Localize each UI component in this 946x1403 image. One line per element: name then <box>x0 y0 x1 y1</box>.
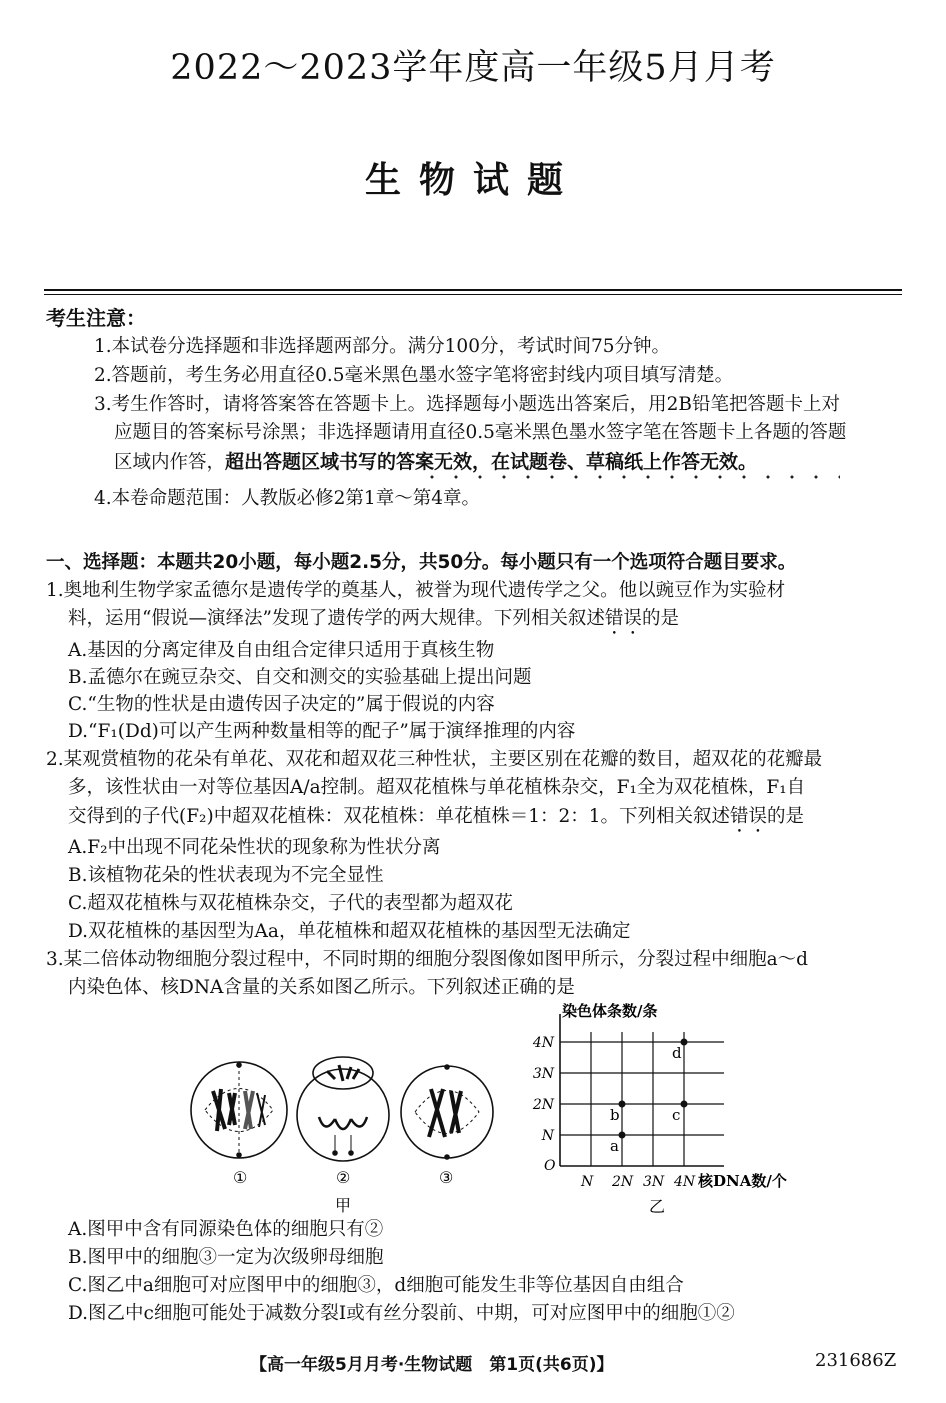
subject-title: 生物试题 <box>364 160 581 201</box>
y-axis-label: 染色体条数/条 <box>562 1002 658 1020</box>
notice-item-2: 2.答题前，考生务必用直径0.5毫米黑色墨水签字笔将密封线内项目填写清楚。 <box>94 365 734 386</box>
q3-option-d: D.图乙中c细胞可能处于减数分裂Ⅰ或有丝分裂前、中期，可对应图甲中的细胞①② <box>68 1303 735 1324</box>
x-axis-label: 核DNA数/个 <box>698 1172 787 1190</box>
q3-stem-line-1: 3.某二倍体动物细胞分裂过程中，不同时期的细胞分裂图像如图甲所示，分裂过程中细胞a～d <box>46 949 809 970</box>
data-point-label-a: a <box>610 1137 619 1155</box>
q1-option-a: A.基因的分离定律及自由组合定律只适用于真核生物 <box>68 640 495 661</box>
header-rule-thin <box>44 294 902 295</box>
data-point-c <box>681 1101 688 1108</box>
q1-stem-text: 料，运用“假说—演绎法”发现了遗传学的两大规律。下列相关叙述 <box>68 608 605 629</box>
y-tick-label: 4N <box>532 1035 554 1051</box>
footer-center-text: 【高一年级5月月考·生物试题 第1页(共6页)】 <box>250 1355 614 1375</box>
y-tick-label: 3N <box>532 1066 554 1082</box>
q2-option-a: A.F₂中出现不同花朵性状的现象称为性状分离 <box>68 837 441 858</box>
q3-option-b: B.图甲中的细胞③一定为次级卵母细胞 <box>68 1247 384 1268</box>
q2-stem-text: 交得到的子代(F₂)中超双花植株：双花植株：单花植株＝1：2：1。下列相关叙述 <box>68 806 731 827</box>
y-tick-label: N <box>541 1128 554 1144</box>
q1-stem-line-2 <box>68 605 933 639</box>
q2-stem-end: 的是 <box>767 806 805 827</box>
q1-stem-line-1: 1.奥地利生物学家孟德尔是遗传学的奠基人，被誉为现代遗传学之父。他以豌豆作为实验材 <box>46 580 786 601</box>
data-point-a <box>619 1132 626 1139</box>
cell-1-label: ① <box>233 1168 248 1187</box>
q1-option-b: B.孟德尔在豌豆杂交、自交和测交的实验基础上提出问题 <box>68 667 532 688</box>
notice-item-3-line-2: 应题目的答案标号涂黑；非选择题请用直径0.5毫米黑色墨水签字笔在答题卡上各题的答题 <box>114 422 847 443</box>
notice-item-4: 4.本卷命题范围：人教版必修2第1章～第4章。 <box>94 488 480 509</box>
q3-option-a: A.图甲中含有同源染色体的细胞只有② <box>68 1219 384 1240</box>
section-1-heading: 一、选择题：本题共20小题，每小题2.5分，共50分。每小题只有一个选项符合题目要求。 <box>46 552 797 573</box>
q2-option-c: C.超双花植株与双花植株杂交，子代的表型都为超双花 <box>68 893 513 914</box>
header-rule-thick <box>44 289 902 291</box>
q3-stem-line-2: 内染色体、核DNA含量的关系如图乙所示。下列叙述正确的是 <box>68 977 575 998</box>
data-point-label-d: d <box>672 1044 682 1062</box>
cell-3-diagram <box>401 1065 493 1159</box>
notice-item-3-line-3 <box>114 449 909 476</box>
y-tick-label: 2N <box>532 1097 554 1113</box>
cell-2-label: ② <box>336 1168 351 1187</box>
q1-option-d: D.“F₁(Dd)可以产生两种数量相等的配子”属于演绎推理的内容 <box>68 721 576 742</box>
cell-2-diagram <box>297 1057 389 1161</box>
cell-3-label: ③ <box>439 1168 454 1187</box>
x-tick-label: N <box>581 1174 594 1190</box>
figure-yi-caption: 乙 <box>649 1197 666 1216</box>
figure-jia <box>185 1055 505 1220</box>
q2-stem-line-2: 多，该性状由一对等位基因A/a控制。超双花植株与单花植株杂交，F₁全为双花植株，F₁自 <box>68 777 806 798</box>
q2-stem-line-3 <box>68 803 933 837</box>
q3-option-c: C.图乙中a细胞可对应图甲中的细胞③，d细胞可能发生非等位基因自由组合 <box>68 1275 684 1296</box>
q2-emphasis-word: 错误 <box>730 806 768 827</box>
notice-item-3-line-1: 3.考生作答时，请将答案答在答题卡上。选择题每小题选出答案后，用2B铅笔把答题卡上对 <box>94 394 841 415</box>
q2-option-d: D.双花植株的基因型为Aa，单花植株和超双花植株的基因型无法确定 <box>68 921 631 942</box>
data-point-label-c: c <box>672 1106 681 1124</box>
footer-code: 231686Z <box>815 1350 897 1371</box>
notice-heading: 考生注意： <box>46 306 146 330</box>
q1-emphasis-word: 错误 <box>604 608 642 629</box>
q1-option-c: C.“生物的性状是由遗传因子决定的”属于假说的内容 <box>68 694 495 715</box>
cell-1-diagram <box>191 1062 287 1158</box>
origin-label: O <box>544 1158 556 1174</box>
data-point-label-b: b <box>610 1106 620 1124</box>
notice-item-1: 1.本试卷分选择题和非选择题两部分。满分100分，考试时间75分钟。 <box>94 336 671 357</box>
x-tick-label: 4N <box>674 1174 696 1190</box>
q1-stem-end: 的是 <box>641 608 679 629</box>
x-tick-label: 3N <box>643 1174 665 1190</box>
emphasis-dots <box>420 474 840 480</box>
exam-title: 2022～2023学年度高一年级5月月考 <box>170 48 776 88</box>
notice-item-3-line-3-normal: 区域内作答， <box>114 452 226 473</box>
notice-item-3-line-3-bold: 超出答题区域书写的答案无效，在试题卷、草稿纸上作答无效。 <box>225 451 758 473</box>
x-tick-label: 2N <box>612 1174 634 1190</box>
q2-stem-line-1: 2.某观赏植物的花朵有单花、双花和超双花三种性状，主要区别在花瓣的数目，超双花的花瓣最 <box>46 749 823 770</box>
figure-jia-caption: 甲 <box>335 1196 352 1215</box>
figure-yi-chart <box>520 996 790 1216</box>
q2-option-b: B.该植物花朵的性状表现为不完全显性 <box>68 865 384 886</box>
